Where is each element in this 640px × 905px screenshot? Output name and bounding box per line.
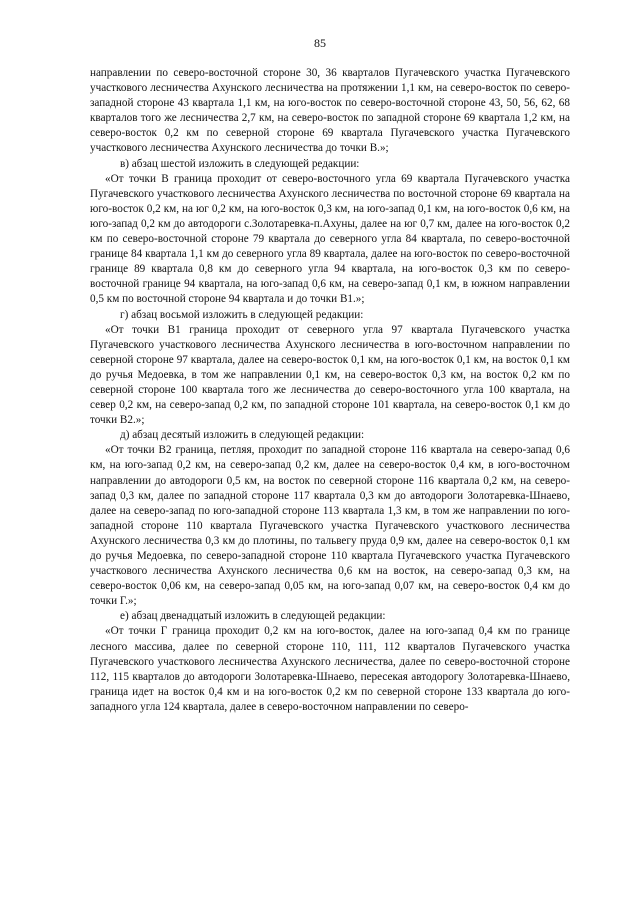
paragraph-continuation: направлении по северо-восточной стороне 30, 36 кварталов Пугачевского участка Пугачевского участкового лесничества Ахунского лесничества на протяжении 1,1 км, на северо-восток по северо-западной стороне 43 квартала 1,1 км, на юго-восток по северо-восточной стороне 43, 50, 56, 62, 68 кварталов того же лесничества 2,7 км, на северо-восток по западной стороне 69 квартала 1,2 км, на северо-восток 0,2 км по северной стороне 69 квартала Пугачевского участка Пугачевского участкового лесничества Ахунского лесничества до точки В.»;	[90, 67, 570, 155]
amendment-text-point-g: «От точки Г граница проходит 0,2 км на юго-восток, далее на юго-запад 0,4 км по границе лесного массива, далее по северной стороне 110, 111, 112 кварталов Пугачевского участка Пугачевского участкового лесничества Ахунского лесничества, далее по северо-восточной стороне 112, 115 кварталов до автодороги Золотаревка-Шнаево, пересекая автодорогу Золотаревка-Шнаево, граница идет на восток 0,4 км и на юго-восток 0,2 км по северной стороне 133 квартала до юго-западного угла 124 квартала, далее в северо-восточном направлении по северо-	[90, 625, 570, 713]
amendment-instruction-v: в) абзац шестой изложить в следующей редакции:	[120, 157, 360, 170]
amendment-text-point-v: «От точки В граница проходит от северо-восточного угла 69 квартала Пугачевского участка Пугачевского участкового лесничества Ахунского лесничества по восточной стороне 69 квартала на юго-восток 0,2 км, на юг 0,2 км, на юго-восток 0,3 км, на юго-запад 0,1 км, на юго-восток 0,6 км, на юго-запад 0,2 км до автодороги с.Золотаревка-п.Ахуны, далее на юг 0,7 км, далее на юго-восток 0,2 км по северо-восточной стороне 79 квартала до северного угла 84 квартала, по северо-восточной границе 84 квартала 1,1 км до северного угла 89 квартала, далее на юго-восток по северо-восточной границе 89 квартала 0,8 км до северного угла 94 квартала, на юго-восток 0,3 км по северо-восточной границе 94 квартала, на юго-запад 0,6 км, на северо-запад 0,1 км, в южном направлении 0,5 км по восточной стороне 94 квартала и до точки В1.»;	[90, 172, 570, 306]
amendment-instruction-d: д) абзац десятый изложить в следующей редакции:	[120, 429, 365, 442]
amendment-text-point-v2: «От точки В2 граница, петляя, проходит по западной стороне 116 квартала на северо-запад 0,6 км, на юго-запад 0,2 км, на северо-запад 0,2 км, далее на северо-восток 0,4 км, в юго-восточном направлении до автодороги 0,5 км, на восток по северной стороне 116 квартала 0,2 км, на северо-запад 0,3 км, далее по западной стороне 117 квартала 0,3 км до автодороги Золотаревка-Шнаево, далее на северо-запад по юго-западной стороне 113 квартала 1,3 км, в том же направлении по юго-западной стороне 110 квартала Пугачевского участка Пугачевского участкового лесничества Ахунского лесничества 0,3 км до плотины, по тальвегу пруда 0,9 км, далее на северо-восток 0,1 км до ручья Медоевка, по северо-западной стороне 110 квартала Пугачевского участка Пугачевского участкового лесничества Ахунского лесничества 0,6 км на восток, на северо-запад 0,3 км, на северо-восток 0,06 км, на северо-запад 0,05 км, на юго-запад 0,07 км, на северо-восток 0,4 км до точки Г.»;	[90, 444, 570, 608]
document-body	[90, 66, 570, 715]
page-number: 85	[314, 36, 326, 50]
amendment-instruction-g: г) абзац восьмой изложить в следующей редакции:	[120, 308, 364, 321]
amendment-text-point-v1: «От точки В1 граница проходит от северного угла 97 квартала Пугачевского участка Пугачевского участкового лесничества Ахунского лесничества в юго-восточном направлении по северной стороне 97 квартала, далее на северо-восток 0,1 км, на юго-восток 0,1 км, на восток 0,1 км до ручья Медоевка, в том же направлении 0,1 км, на северо-восток 0,3 км, на восток 0,2 км по северной стороне 100 квартала того же лесничества до северо-восточного угла 100 квартала, на север 0,2 км, на северо-запад 0,2 км, по западной стороне 101 квартала, на северо-восток 0,1 км до точки В2.»;	[90, 323, 570, 427]
amendment-instruction-e: е) абзац двенадцатый изложить в следующей редакции:	[120, 610, 386, 623]
